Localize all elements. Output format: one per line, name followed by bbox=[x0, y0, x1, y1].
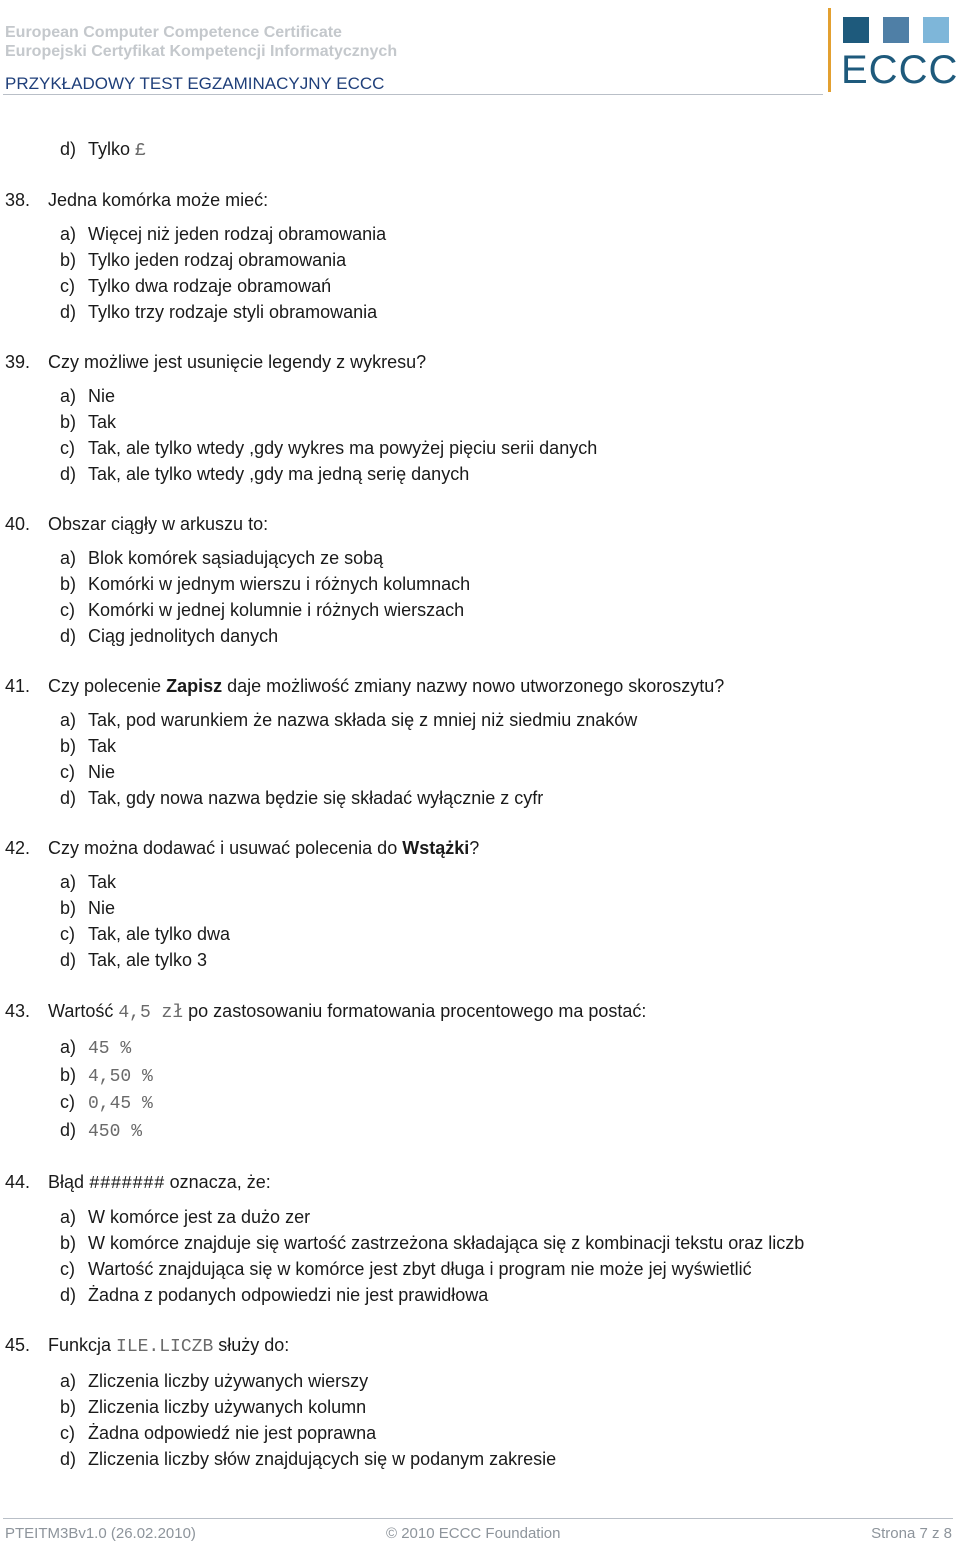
footer-doc-id: PTEITM3Bv1.0 (26.02.2010) bbox=[5, 1525, 196, 1542]
footer-page-number: Strona 7 z 8 bbox=[871, 1525, 952, 1542]
option-43-c[interactable]: c) 0,45 % bbox=[60, 1092, 153, 1114]
option-43-d[interactable]: d) 450 % bbox=[60, 1120, 143, 1142]
option-39-c[interactable]: c) Tak, ale tylko wtedy ,gdy wykres ma powyżej pięciu serii danych bbox=[60, 438, 598, 458]
logo-square-2 bbox=[883, 17, 909, 43]
option-38-b[interactable]: b) Tylko jeden rodzaj obramowania bbox=[60, 250, 347, 270]
question-text: Błąd ####### oznacza, że: bbox=[48, 1172, 271, 1194]
eccc-logo: ECCC bbox=[841, 48, 959, 92]
question-number: 43. bbox=[5, 1001, 31, 1021]
option-40-d[interactable]: d) Ciąg jednolitych danych bbox=[60, 626, 279, 646]
question-text: Funkcja ILE.LICZB służy do: bbox=[48, 1335, 290, 1357]
option-39-d[interactable]: d) Tak, ale tylko wtedy ,gdy ma jedną serię danych bbox=[60, 464, 470, 484]
option-40-b[interactable]: b) Komórki w jednym wierszu i różnych kolumnach bbox=[60, 574, 471, 594]
option-39-b[interactable]: b) Tak bbox=[60, 412, 117, 432]
question-number: 45. bbox=[5, 1335, 31, 1355]
option-38-c[interactable]: c) Tylko dwa rodzaje obramowań bbox=[60, 276, 332, 296]
option-42-b[interactable]: b) Nie bbox=[60, 898, 116, 918]
option-42-c[interactable]: c) Tak, ale tylko dwa bbox=[60, 924, 231, 944]
option-45-d[interactable]: d) Zliczenia liczby słów znajdujących się w podanym zakresie bbox=[60, 1449, 557, 1469]
option-41-d[interactable]: d) Tak, gdy nowa nazwa będzie się składać wyłącznie z cyfr bbox=[60, 788, 544, 808]
function-name: ILE.LICZB bbox=[116, 1337, 214, 1357]
option-38-d[interactable]: d) Tylko trzy rodzaje styli obramowania bbox=[60, 302, 378, 322]
error-code: ####### bbox=[89, 1174, 165, 1194]
option-43-b[interactable]: b) 4,50 % bbox=[60, 1065, 153, 1087]
header-line-1: European Computer Competence Certificate bbox=[5, 24, 342, 41]
question-number: 44. bbox=[5, 1172, 31, 1192]
option-41-c[interactable]: c) Nie bbox=[60, 762, 116, 782]
header-divider bbox=[3, 94, 823, 95]
option-45-a[interactable]: a) Zliczenia liczby używanych wierszy bbox=[60, 1371, 369, 1391]
option-44-b[interactable]: b) W komórce znajduje się wartość zastrzeżona składająca się z kombinacji tekstu oraz liczb bbox=[60, 1233, 805, 1253]
option-44-a[interactable]: a) W komórce jest za dużo zer bbox=[60, 1207, 311, 1227]
option-44-d[interactable]: d) Żadna z podanych odpowiedzi nie jest prawidłowa bbox=[60, 1285, 489, 1305]
question-text: Czy możliwe jest usunięcie legendy z wykresu? bbox=[48, 352, 427, 372]
option-41-b[interactable]: b) Tak bbox=[60, 736, 117, 756]
page-header bbox=[0, 0, 960, 100]
option-40-a[interactable]: a) Blok komórek sąsiadujących ze sobą bbox=[60, 548, 384, 568]
question-number: 40. bbox=[5, 514, 31, 534]
option-44-c[interactable]: c) Wartość znajdująca się w komórce jest zbyt długa i program nie może jej wyświetlić bbox=[60, 1259, 752, 1279]
header-line-2: Europejski Certyfikat Kompetencji Informatycznych bbox=[5, 43, 398, 60]
ribbon-name: Wstążki bbox=[402, 838, 470, 858]
question-number: 38. bbox=[5, 190, 31, 210]
question-text: Czy można dodawać i usuwać polecenia do Wstążki? bbox=[48, 838, 480, 858]
value-code: 4,5 zł bbox=[118, 1003, 184, 1023]
logo-square-3 bbox=[923, 17, 949, 43]
option-42-a[interactable]: a) Tak bbox=[60, 872, 117, 892]
logo-accent-bar bbox=[828, 8, 831, 92]
option-39-a[interactable]: a) Nie bbox=[60, 386, 116, 406]
question-text: Obszar ciągły w arkuszu to: bbox=[48, 514, 269, 534]
option-40-c[interactable]: c) Komórki w jednej kolumnie i różnych wierszach bbox=[60, 600, 465, 620]
question-number: 42. bbox=[5, 838, 31, 858]
question-number: 41. bbox=[5, 676, 31, 696]
option-45-b[interactable]: b) Zliczenia liczby używanych kolumn bbox=[60, 1397, 367, 1417]
footer-copyright: © 2010 ECCC Foundation bbox=[386, 1525, 561, 1542]
logo-square-1 bbox=[843, 17, 869, 43]
option-45-c[interactable]: c) Żadna odpowiedź nie jest poprawna bbox=[60, 1423, 377, 1443]
question-text: Wartość 4,5 zł po zastosowaniu formatowania procentowego ma postać: bbox=[48, 1001, 647, 1023]
option-43-a[interactable]: a) 45 % bbox=[60, 1037, 132, 1059]
option-42-d[interactable]: d) Tak, ale tylko 3 bbox=[60, 950, 208, 970]
footer-divider bbox=[3, 1518, 953, 1519]
header-title: PRZYKŁADOWY TEST EGZAMINACYJNY ECCC bbox=[5, 74, 385, 93]
question-number: 39. bbox=[5, 352, 31, 372]
prev-option-d: d) Tylko £ bbox=[60, 139, 146, 161]
question-text: Czy polecenie Zapisz daje możliwość zmiany nazwy nowo utworzonego skoroszytu? bbox=[48, 676, 725, 696]
command-name: Zapisz bbox=[166, 676, 223, 696]
option-41-a[interactable]: a) Tak, pod warunkiem że nazwa składa się z mniej niż siedmiu znaków bbox=[60, 710, 638, 730]
option-38-a[interactable]: a) Więcej niż jeden rodzaj obramowania bbox=[60, 224, 387, 244]
question-text: Jedna komórka może mieć: bbox=[48, 190, 269, 210]
